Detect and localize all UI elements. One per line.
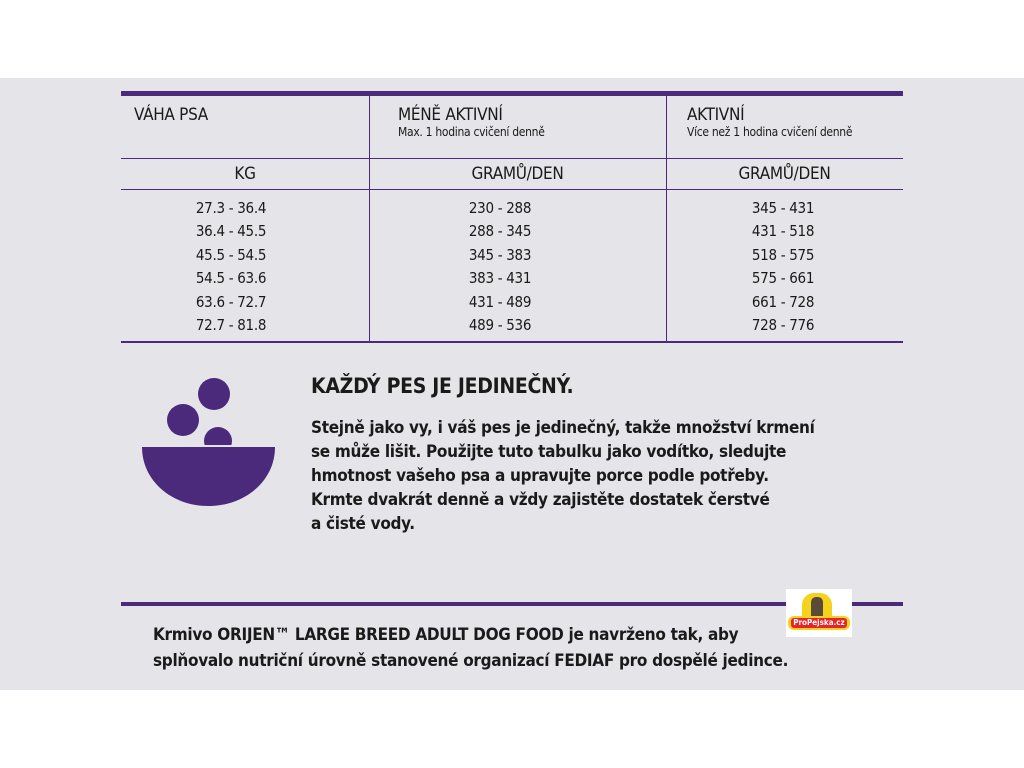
text-line: hmotnost vašeho psa a upravujte porce podle potřeby. [311, 466, 769, 486]
table-cell: 27.3 - 36.4 [195, 199, 267, 217]
table-cell: 288 - 345 [468, 222, 532, 241]
table-cell: 728 - 776 [751, 316, 815, 335]
unit-grams-active: GRAMŮ/DEN [738, 164, 831, 184]
header-subtitle: Více než 1 hodina cvičení denně [687, 125, 853, 139]
food-bowl-icon [140, 376, 280, 508]
header-title: VÁHA PSA [134, 105, 208, 125]
header-weight [134, 105, 208, 125]
table-cell: 36.4 - 45.5 [195, 222, 267, 241]
text-line: splňovalo nutriční úrovně stanovené organizací FEDIAF pro dospělé jedince. [153, 651, 789, 671]
header-divider [121, 158, 903, 159]
table-cell: 54.5 - 63.6 [195, 269, 267, 288]
table-cell: 661 - 728 [751, 292, 815, 311]
table-cell: 230 - 288 [468, 199, 532, 217]
text-line: se může lišit. Použijte tuto tabulku jako vodítko, sledujte [311, 442, 787, 462]
less-active-column [369, 197, 631, 337]
unit-kg: KG [234, 164, 256, 184]
note-text [311, 416, 891, 536]
table-cell: 345 - 431 [751, 199, 815, 217]
table-cell: 489 - 536 [468, 316, 532, 335]
header-subtitle: Max. 1 hodina cvičení denně [398, 125, 545, 139]
note-title: KAŽDÝ PES JE JEDINEČNÝ. [311, 374, 574, 398]
table-cell: 345 - 383 [468, 245, 532, 264]
table-cell: 431 - 518 [751, 222, 815, 241]
unit-grams-less-active: GRAMŮ/DEN [471, 164, 564, 184]
table-cell: 63.6 - 72.7 [195, 292, 267, 311]
table-cell: 518 - 575 [751, 245, 815, 264]
text-line: Stejně jako vy, i váš pes je jedinečný, takže množství krmení [311, 418, 815, 438]
propejska-logo [786, 589, 852, 637]
units-divider [121, 189, 903, 190]
weight-column [121, 197, 341, 337]
active-column [666, 197, 900, 337]
logo-text: ProPejska.cz [791, 618, 847, 628]
table-cell: 383 - 431 [468, 269, 532, 288]
header-title: AKTIVNÍ [687, 105, 745, 125]
table-cell: 431 - 489 [468, 292, 532, 311]
footer-text [153, 622, 788, 674]
table-bottom-border [121, 341, 903, 343]
text-line: Krmivo ORIJEN™ LARGE BREED ADULT DOG FOOD je navrženo tak, aby [153, 625, 739, 645]
header-title: MÉNĚ AKTIVNÍ [398, 105, 503, 125]
table-cell: 72.7 - 81.8 [195, 316, 267, 335]
table-cell: 575 - 661 [751, 269, 815, 288]
text-line: Krmte dvakrát denně a vždy zajistěte dostatek čerstvé [311, 490, 770, 510]
header-less-active [398, 105, 545, 139]
text-line: a čisté vody. [311, 514, 415, 534]
table-cell: 45.5 - 54.5 [195, 245, 267, 264]
table-top-border [121, 91, 903, 96]
header-active [687, 105, 852, 139]
